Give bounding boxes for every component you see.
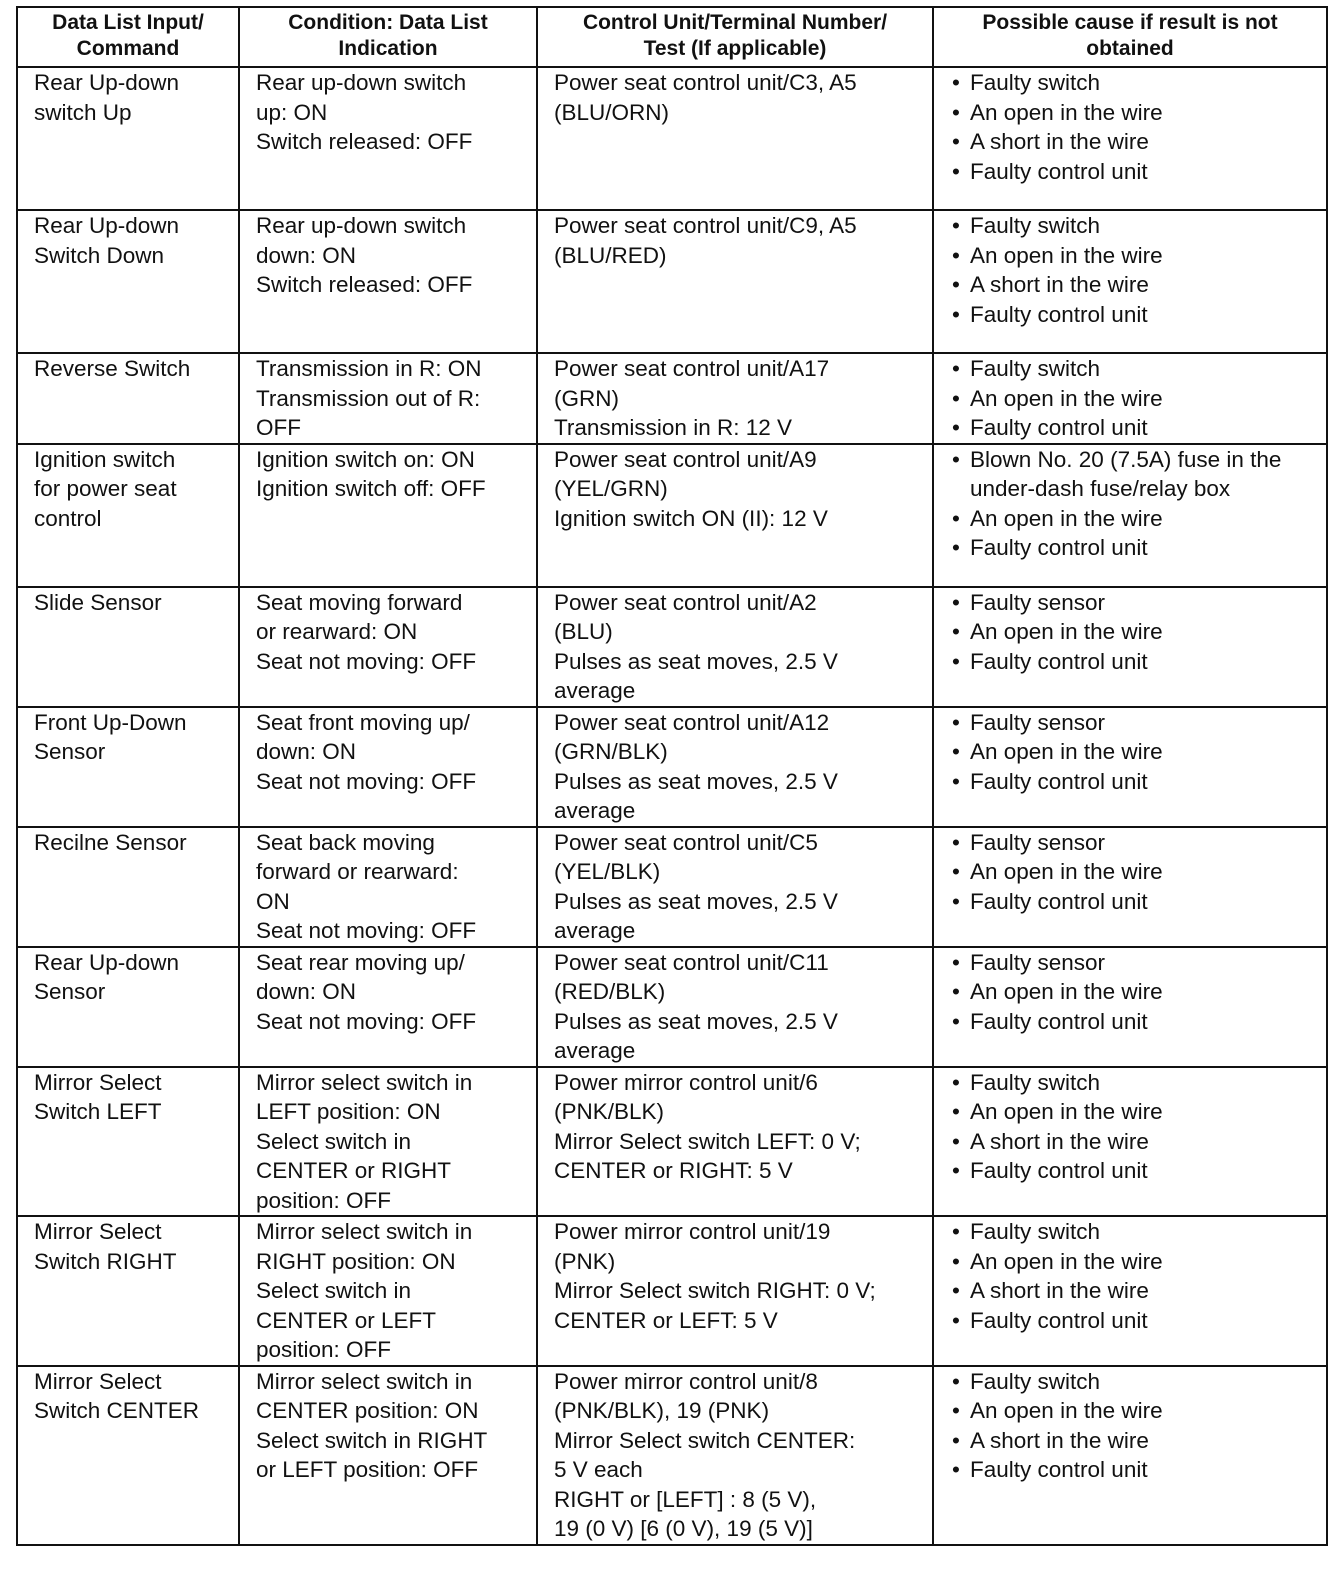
causes-cell <box>933 444 1327 587</box>
header-condition: Condition: Data List Indication <box>239 7 537 67</box>
condition-cell <box>239 1067 537 1217</box>
cause-item: • An open in the wire <box>950 977 1314 1007</box>
input-text: Mirror Select Switch CENTER <box>34 1368 200 1423</box>
causes-list <box>950 211 1314 329</box>
cause-item: • Faulty control unit <box>950 767 1314 797</box>
cause-item: • Faulty control unit <box>950 1007 1314 1037</box>
cause-item: • Faulty control unit <box>950 1156 1314 1186</box>
cause-item: • Faulty control unit <box>950 1455 1314 1485</box>
condition-text: Seat front moving up/ down: ON Seat not moving: OFF <box>256 709 477 794</box>
condition-text: Mirror select switch in RIGHT position: ON Select switch in CENTER or LEFT position: OFF <box>256 1219 473 1362</box>
input-text: Mirror Select Switch RIGHT <box>34 1219 177 1274</box>
condition-cell <box>239 587 537 707</box>
cause-item: • An open in the wire <box>950 617 1314 647</box>
cause-item: • Faulty switch <box>950 68 1314 98</box>
terminal-cell <box>537 1067 933 1217</box>
cause-item: • Faulty sensor <box>950 948 1314 978</box>
terminal-cell <box>537 947 933 1067</box>
cause-item: • Faulty control unit <box>950 647 1314 677</box>
table-row <box>17 67 1327 210</box>
cause-item: • An open in the wire <box>950 1247 1314 1277</box>
causes-list <box>950 354 1314 443</box>
input-text: Recilne Sensor <box>34 829 187 855</box>
table-row <box>17 1216 1327 1366</box>
condition-cell <box>239 444 537 587</box>
cause-item: • Faulty sensor <box>950 588 1314 618</box>
condition-cell <box>239 1216 537 1366</box>
cause-item: • A short in the wire <box>950 127 1314 157</box>
cause-item: • Faulty control unit <box>950 413 1314 443</box>
terminal-text: Power seat control unit/A9 (YEL/GRN) Ignition switch ON (II): 12 V <box>554 446 828 531</box>
table-row <box>17 1366 1327 1545</box>
cause-item: • Faulty sensor <box>950 708 1314 738</box>
causes-cell <box>933 827 1327 947</box>
terminal-text: Power seat control unit/A12 (GRN/BLK) Pulses as seat moves, 2.5 V average <box>554 709 838 823</box>
input-cell <box>17 1366 239 1545</box>
cause-item: • A short in the wire <box>950 270 1314 300</box>
cause-item: • Faulty switch <box>950 1367 1314 1397</box>
cause-item: • Faulty control unit <box>950 887 1314 917</box>
condition-cell <box>239 210 537 353</box>
causes-list <box>950 445 1314 563</box>
causes-list <box>950 828 1314 917</box>
table-row <box>17 353 1327 444</box>
terminal-text: Power seat control unit/C3, A5 (BLU/ORN) <box>554 70 857 125</box>
condition-text: Rear up-down switch up: ON Switch released: OFF <box>256 70 473 154</box>
cause-item: • An open in the wire <box>950 1396 1314 1426</box>
input-text: Rear Up-down Switch Down <box>34 213 180 268</box>
causes-cell <box>933 67 1327 210</box>
cause-item: • Blown No. 20 (7.5A) fuse in the under-dash fuse/relay box <box>950 445 1314 504</box>
terminal-cell <box>537 827 933 947</box>
input-text: Slide Sensor <box>34 589 162 615</box>
causes-list <box>950 948 1314 1037</box>
terminal-text: Power seat control unit/C9, A5 (BLU/RED) <box>554 213 857 268</box>
condition-text: Rear up-down switch down: ON Switch released: OFF <box>256 213 473 297</box>
cause-item: • Faulty control unit <box>950 157 1314 187</box>
input-text: Ignition switch for power seat control <box>34 446 177 531</box>
condition-text: Seat back moving forward or rearward: ON Seat not moving: OFF <box>256 829 477 943</box>
condition-text: Mirror select switch in CENTER position: ON Select switch in RIGHT or LEFT position: OFF <box>256 1368 488 1482</box>
cause-item: • Faulty switch <box>950 211 1314 241</box>
cause-item: • An open in the wire <box>950 241 1314 271</box>
terminal-text: Power mirror control unit/19 (PNK) Mirror Select switch RIGHT: 0 V; CENTER or LEFT: 5 V <box>554 1219 876 1333</box>
cause-item: • An open in the wire <box>950 384 1314 414</box>
terminal-text: Power seat control unit/C5 (YEL/BLK) Pulses as seat moves, 2.5 V average <box>554 829 838 943</box>
header-data-list-input: Data List Input/ Command <box>17 7 239 67</box>
input-cell <box>17 827 239 947</box>
terminal-cell <box>537 1216 933 1366</box>
condition-text: Mirror select switch in LEFT position: ON Select switch in CENTER or RIGHT position: OFF <box>256 1069 473 1213</box>
condition-cell <box>239 707 537 827</box>
condition-text: Transmission in R: ON Transmission out of R: OFF <box>256 356 482 440</box>
input-text: Reverse Switch <box>34 356 191 381</box>
input-text: Front Up-Down Sensor <box>34 709 187 764</box>
causes-cell <box>933 1216 1327 1366</box>
causes-cell <box>933 947 1327 1067</box>
input-cell <box>17 1216 239 1366</box>
condition-cell <box>239 67 537 210</box>
cause-item: • An open in the wire <box>950 98 1314 128</box>
input-cell <box>17 587 239 707</box>
causes-list <box>950 1217 1314 1335</box>
header-control-unit-terminal: Control Unit/Terminal Number/ Test (If applicable) <box>537 7 933 67</box>
terminal-cell <box>537 67 933 210</box>
cause-item: • A short in the wire <box>950 1426 1314 1456</box>
cause-item: • A short in the wire <box>950 1276 1314 1306</box>
table-row <box>17 444 1327 587</box>
condition-text: Ignition switch on: ON Ignition switch off: OFF <box>256 446 486 501</box>
cause-item: • An open in the wire <box>950 504 1314 534</box>
cause-item: • Faulty switch <box>950 1068 1314 1098</box>
cause-item: • Faulty control unit <box>950 533 1314 563</box>
causes-cell <box>933 210 1327 353</box>
header-row <box>17 7 1327 67</box>
causes-list <box>950 588 1314 677</box>
input-cell <box>17 1067 239 1217</box>
table-row <box>17 1067 1327 1217</box>
table-row <box>17 947 1327 1067</box>
cause-item: • An open in the wire <box>950 1097 1314 1127</box>
input-cell <box>17 210 239 353</box>
terminal-cell <box>537 1366 933 1545</box>
causes-cell <box>933 1067 1327 1217</box>
condition-cell <box>239 353 537 444</box>
causes-cell <box>933 353 1327 444</box>
terminal-cell <box>537 210 933 353</box>
terminal-cell <box>537 444 933 587</box>
cause-item: • An open in the wire <box>950 857 1314 887</box>
cause-item: • A short in the wire <box>950 1127 1314 1157</box>
terminal-text: Power mirror control unit/8 (PNK/BLK), 19 (PNK) Mirror Select switch CENTER: 5 V each RIGHT or [LEFT] : 8 (5 V), 19 (0 V) [6 (0 V), 19 (5 V)] <box>554 1368 856 1541</box>
terminal-text: Power seat control unit/A17 (GRN) Transmission in R: 12 V <box>554 356 830 440</box>
input-text: Mirror Select Switch LEFT <box>34 1069 162 1124</box>
condition-cell <box>239 827 537 947</box>
input-cell <box>17 707 239 827</box>
input-cell <box>17 353 239 444</box>
cause-item: • Faulty sensor <box>950 828 1314 858</box>
condition-text: Seat moving forward or rearward: ON Seat not moving: OFF <box>256 589 477 674</box>
condition-text: Seat rear moving up/ down: ON Seat not moving: OFF <box>256 949 477 1034</box>
cause-item: • Faulty control unit <box>950 300 1314 330</box>
input-cell <box>17 947 239 1067</box>
table-row <box>17 587 1327 707</box>
causes-list <box>950 708 1314 797</box>
condition-cell <box>239 1366 537 1545</box>
cause-item: • Faulty switch <box>950 354 1314 384</box>
causes-list <box>950 1068 1314 1186</box>
terminal-text: Power seat control unit/A2 (BLU) Pulses as seat moves, 2.5 V average <box>554 589 838 703</box>
terminal-text: Power mirror control unit/6 (PNK/BLK) Mirror Select switch LEFT: 0 V; CENTER or RIGHT: 5 V <box>554 1069 861 1183</box>
causes-list <box>950 1367 1314 1485</box>
cause-item: • Faulty control unit <box>950 1306 1314 1336</box>
cause-item: • An open in the wire <box>950 737 1314 767</box>
input-text: Rear Up-down switch Up <box>34 70 180 125</box>
header-possible-cause: Possible cause if result is not obtained <box>933 7 1327 67</box>
causes-cell <box>933 707 1327 827</box>
causes-cell <box>933 1366 1327 1545</box>
cause-item: • Faulty switch <box>950 1217 1314 1247</box>
terminal-cell <box>537 353 933 444</box>
table-row <box>17 827 1327 947</box>
input-cell <box>17 67 239 210</box>
data-list-table <box>16 6 1328 1546</box>
terminal-text: Power seat control unit/C11 (RED/BLK) Pulses as seat moves, 2.5 V average <box>554 949 838 1063</box>
terminal-cell <box>537 707 933 827</box>
input-text: Rear Up-down Sensor <box>34 949 180 1004</box>
table-row <box>17 210 1327 353</box>
input-cell <box>17 444 239 587</box>
table-row <box>17 707 1327 827</box>
causes-list <box>950 68 1314 186</box>
condition-cell <box>239 947 537 1067</box>
causes-cell <box>933 587 1327 707</box>
terminal-cell <box>537 587 933 707</box>
